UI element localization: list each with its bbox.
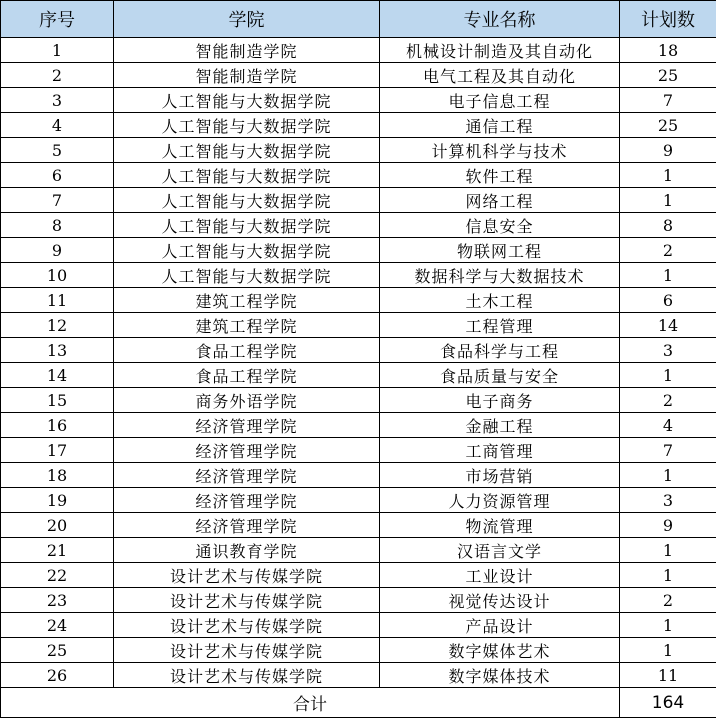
college-cell: 人工智能与大数据学院 xyxy=(114,188,380,213)
plan-count-cell: 7 xyxy=(620,438,716,463)
major-cell: 数字媒体技术 xyxy=(380,663,620,688)
major-cell: 市场营销 xyxy=(380,463,620,488)
table-row xyxy=(1,513,716,538)
row-index: 12 xyxy=(1,313,114,338)
plan-count-cell: 1 xyxy=(620,263,716,288)
major-cell: 电子信息工程 xyxy=(380,88,620,113)
table-row xyxy=(1,338,716,363)
plan-count-cell: 8 xyxy=(620,213,716,238)
college-cell: 设计艺术与传媒学院 xyxy=(114,563,380,588)
plan-count-cell: 1 xyxy=(620,163,716,188)
major-cell: 食品质量与安全 xyxy=(380,363,620,388)
row-index: 24 xyxy=(1,613,114,638)
row-index: 2 xyxy=(1,63,114,88)
college-cell: 设计艺术与传媒学院 xyxy=(114,663,380,688)
row-index: 8 xyxy=(1,213,114,238)
row-index: 15 xyxy=(1,388,114,413)
plan-count-cell: 25 xyxy=(620,63,716,88)
row-index: 21 xyxy=(1,538,114,563)
college-cell: 商务外语学院 xyxy=(114,388,380,413)
college-cell: 人工智能与大数据学院 xyxy=(114,138,380,163)
college-cell: 人工智能与大数据学院 xyxy=(114,238,380,263)
total-value: 164 xyxy=(620,688,716,718)
table-body xyxy=(1,38,716,688)
plan-count-cell: 1 xyxy=(620,463,716,488)
college-cell: 经济管理学院 xyxy=(114,438,380,463)
row-index: 25 xyxy=(1,638,114,663)
college-cell: 人工智能与大数据学院 xyxy=(114,113,380,138)
plan-count-cell: 1 xyxy=(620,613,716,638)
major-cell: 工业设计 xyxy=(380,563,620,588)
college-cell: 经济管理学院 xyxy=(114,488,380,513)
college-cell: 智能制造学院 xyxy=(114,63,380,88)
table-footer xyxy=(1,688,716,718)
major-cell: 工程管理 xyxy=(380,313,620,338)
table-row xyxy=(1,238,716,263)
major-cell: 电气工程及其自动化 xyxy=(380,63,620,88)
table-row xyxy=(1,638,716,663)
major-cell: 金融工程 xyxy=(380,413,620,438)
college-cell: 食品工程学院 xyxy=(114,338,380,363)
header-college: 学院 xyxy=(114,1,380,38)
table-row xyxy=(1,113,716,138)
table-row xyxy=(1,63,716,88)
plan-count-cell: 9 xyxy=(620,138,716,163)
table-row xyxy=(1,563,716,588)
college-cell: 食品工程学院 xyxy=(114,363,380,388)
college-cell: 经济管理学院 xyxy=(114,513,380,538)
row-index: 5 xyxy=(1,138,114,163)
row-index: 10 xyxy=(1,263,114,288)
table-row xyxy=(1,313,716,338)
table-row xyxy=(1,263,716,288)
table-row xyxy=(1,413,716,438)
college-cell: 通识教育学院 xyxy=(114,538,380,563)
plan-count-cell: 7 xyxy=(620,88,716,113)
plan-count-cell: 1 xyxy=(620,638,716,663)
college-cell: 经济管理学院 xyxy=(114,463,380,488)
major-cell: 电子商务 xyxy=(380,388,620,413)
major-cell: 通信工程 xyxy=(380,113,620,138)
row-index: 3 xyxy=(1,88,114,113)
total-label: 合计 xyxy=(1,688,620,718)
plan-count-cell: 4 xyxy=(620,413,716,438)
row-index: 14 xyxy=(1,363,114,388)
total-row xyxy=(1,688,716,718)
plan-count-cell: 6 xyxy=(620,288,716,313)
table-row xyxy=(1,363,716,388)
table-row xyxy=(1,288,716,313)
college-cell: 人工智能与大数据学院 xyxy=(114,163,380,188)
college-cell: 设计艺术与传媒学院 xyxy=(114,613,380,638)
major-cell: 人力资源管理 xyxy=(380,488,620,513)
row-index: 13 xyxy=(1,338,114,363)
header-major: 专业名称 xyxy=(380,1,620,38)
major-cell: 信息安全 xyxy=(380,213,620,238)
row-index: 26 xyxy=(1,663,114,688)
row-index: 22 xyxy=(1,563,114,588)
table-row xyxy=(1,538,716,563)
table-row xyxy=(1,463,716,488)
major-cell: 计算机科学与技术 xyxy=(380,138,620,163)
row-index: 9 xyxy=(1,238,114,263)
plan-count-cell: 3 xyxy=(620,488,716,513)
table-row xyxy=(1,438,716,463)
header-index: 序号 xyxy=(1,1,114,38)
major-cell: 产品设计 xyxy=(380,613,620,638)
college-cell: 人工智能与大数据学院 xyxy=(114,213,380,238)
table-row xyxy=(1,38,716,63)
major-cell: 数据科学与大数据技术 xyxy=(380,263,620,288)
row-index: 17 xyxy=(1,438,114,463)
plan-count-cell: 14 xyxy=(620,313,716,338)
major-cell: 工商管理 xyxy=(380,438,620,463)
college-cell: 智能制造学院 xyxy=(114,38,380,63)
row-index: 6 xyxy=(1,163,114,188)
college-cell: 建筑工程学院 xyxy=(114,313,380,338)
table-row xyxy=(1,138,716,163)
plan-count-cell: 1 xyxy=(620,563,716,588)
major-cell: 物联网工程 xyxy=(380,238,620,263)
plan-count-cell: 3 xyxy=(620,338,716,363)
table-row xyxy=(1,88,716,113)
row-index: 1 xyxy=(1,38,114,63)
major-cell: 数字媒体艺术 xyxy=(380,638,620,663)
college-cell: 人工智能与大数据学院 xyxy=(114,263,380,288)
row-index: 16 xyxy=(1,413,114,438)
row-index: 18 xyxy=(1,463,114,488)
table-row xyxy=(1,588,716,613)
major-cell: 土木工程 xyxy=(380,288,620,313)
table-row xyxy=(1,188,716,213)
major-cell: 视觉传达设计 xyxy=(380,588,620,613)
row-index: 19 xyxy=(1,488,114,513)
plan-count-cell: 9 xyxy=(620,513,716,538)
plan-count-cell: 2 xyxy=(620,588,716,613)
college-cell: 建筑工程学院 xyxy=(114,288,380,313)
college-cell: 人工智能与大数据学院 xyxy=(114,88,380,113)
header-row xyxy=(1,1,716,38)
table-header xyxy=(1,1,716,38)
row-index: 7 xyxy=(1,188,114,213)
major-cell: 食品科学与工程 xyxy=(380,338,620,363)
row-index: 23 xyxy=(1,588,114,613)
table-row xyxy=(1,613,716,638)
plan-count-cell: 1 xyxy=(620,188,716,213)
major-cell: 机械设计制造及其自动化 xyxy=(380,38,620,63)
row-index: 20 xyxy=(1,513,114,538)
row-index: 11 xyxy=(1,288,114,313)
major-cell: 物流管理 xyxy=(380,513,620,538)
plan-count-cell: 11 xyxy=(620,663,716,688)
college-cell: 设计艺术与传媒学院 xyxy=(114,588,380,613)
table-row xyxy=(1,388,716,413)
major-cell: 汉语言文学 xyxy=(380,538,620,563)
table-row xyxy=(1,663,716,688)
row-index: 4 xyxy=(1,113,114,138)
header-plan-count: 计划数 xyxy=(620,1,716,38)
plan-count-cell: 1 xyxy=(620,538,716,563)
table-row xyxy=(1,488,716,513)
table-row xyxy=(1,163,716,188)
major-cell: 网络工程 xyxy=(380,188,620,213)
major-cell: 软件工程 xyxy=(380,163,620,188)
plan-count-cell: 1 xyxy=(620,363,716,388)
plan-count-cell: 2 xyxy=(620,238,716,263)
plan-count-cell: 2 xyxy=(620,388,716,413)
plan-count-cell: 18 xyxy=(620,38,716,63)
table-row xyxy=(1,213,716,238)
college-cell: 设计艺术与传媒学院 xyxy=(114,638,380,663)
plan-count-cell: 25 xyxy=(620,113,716,138)
college-cell: 经济管理学院 xyxy=(114,413,380,438)
